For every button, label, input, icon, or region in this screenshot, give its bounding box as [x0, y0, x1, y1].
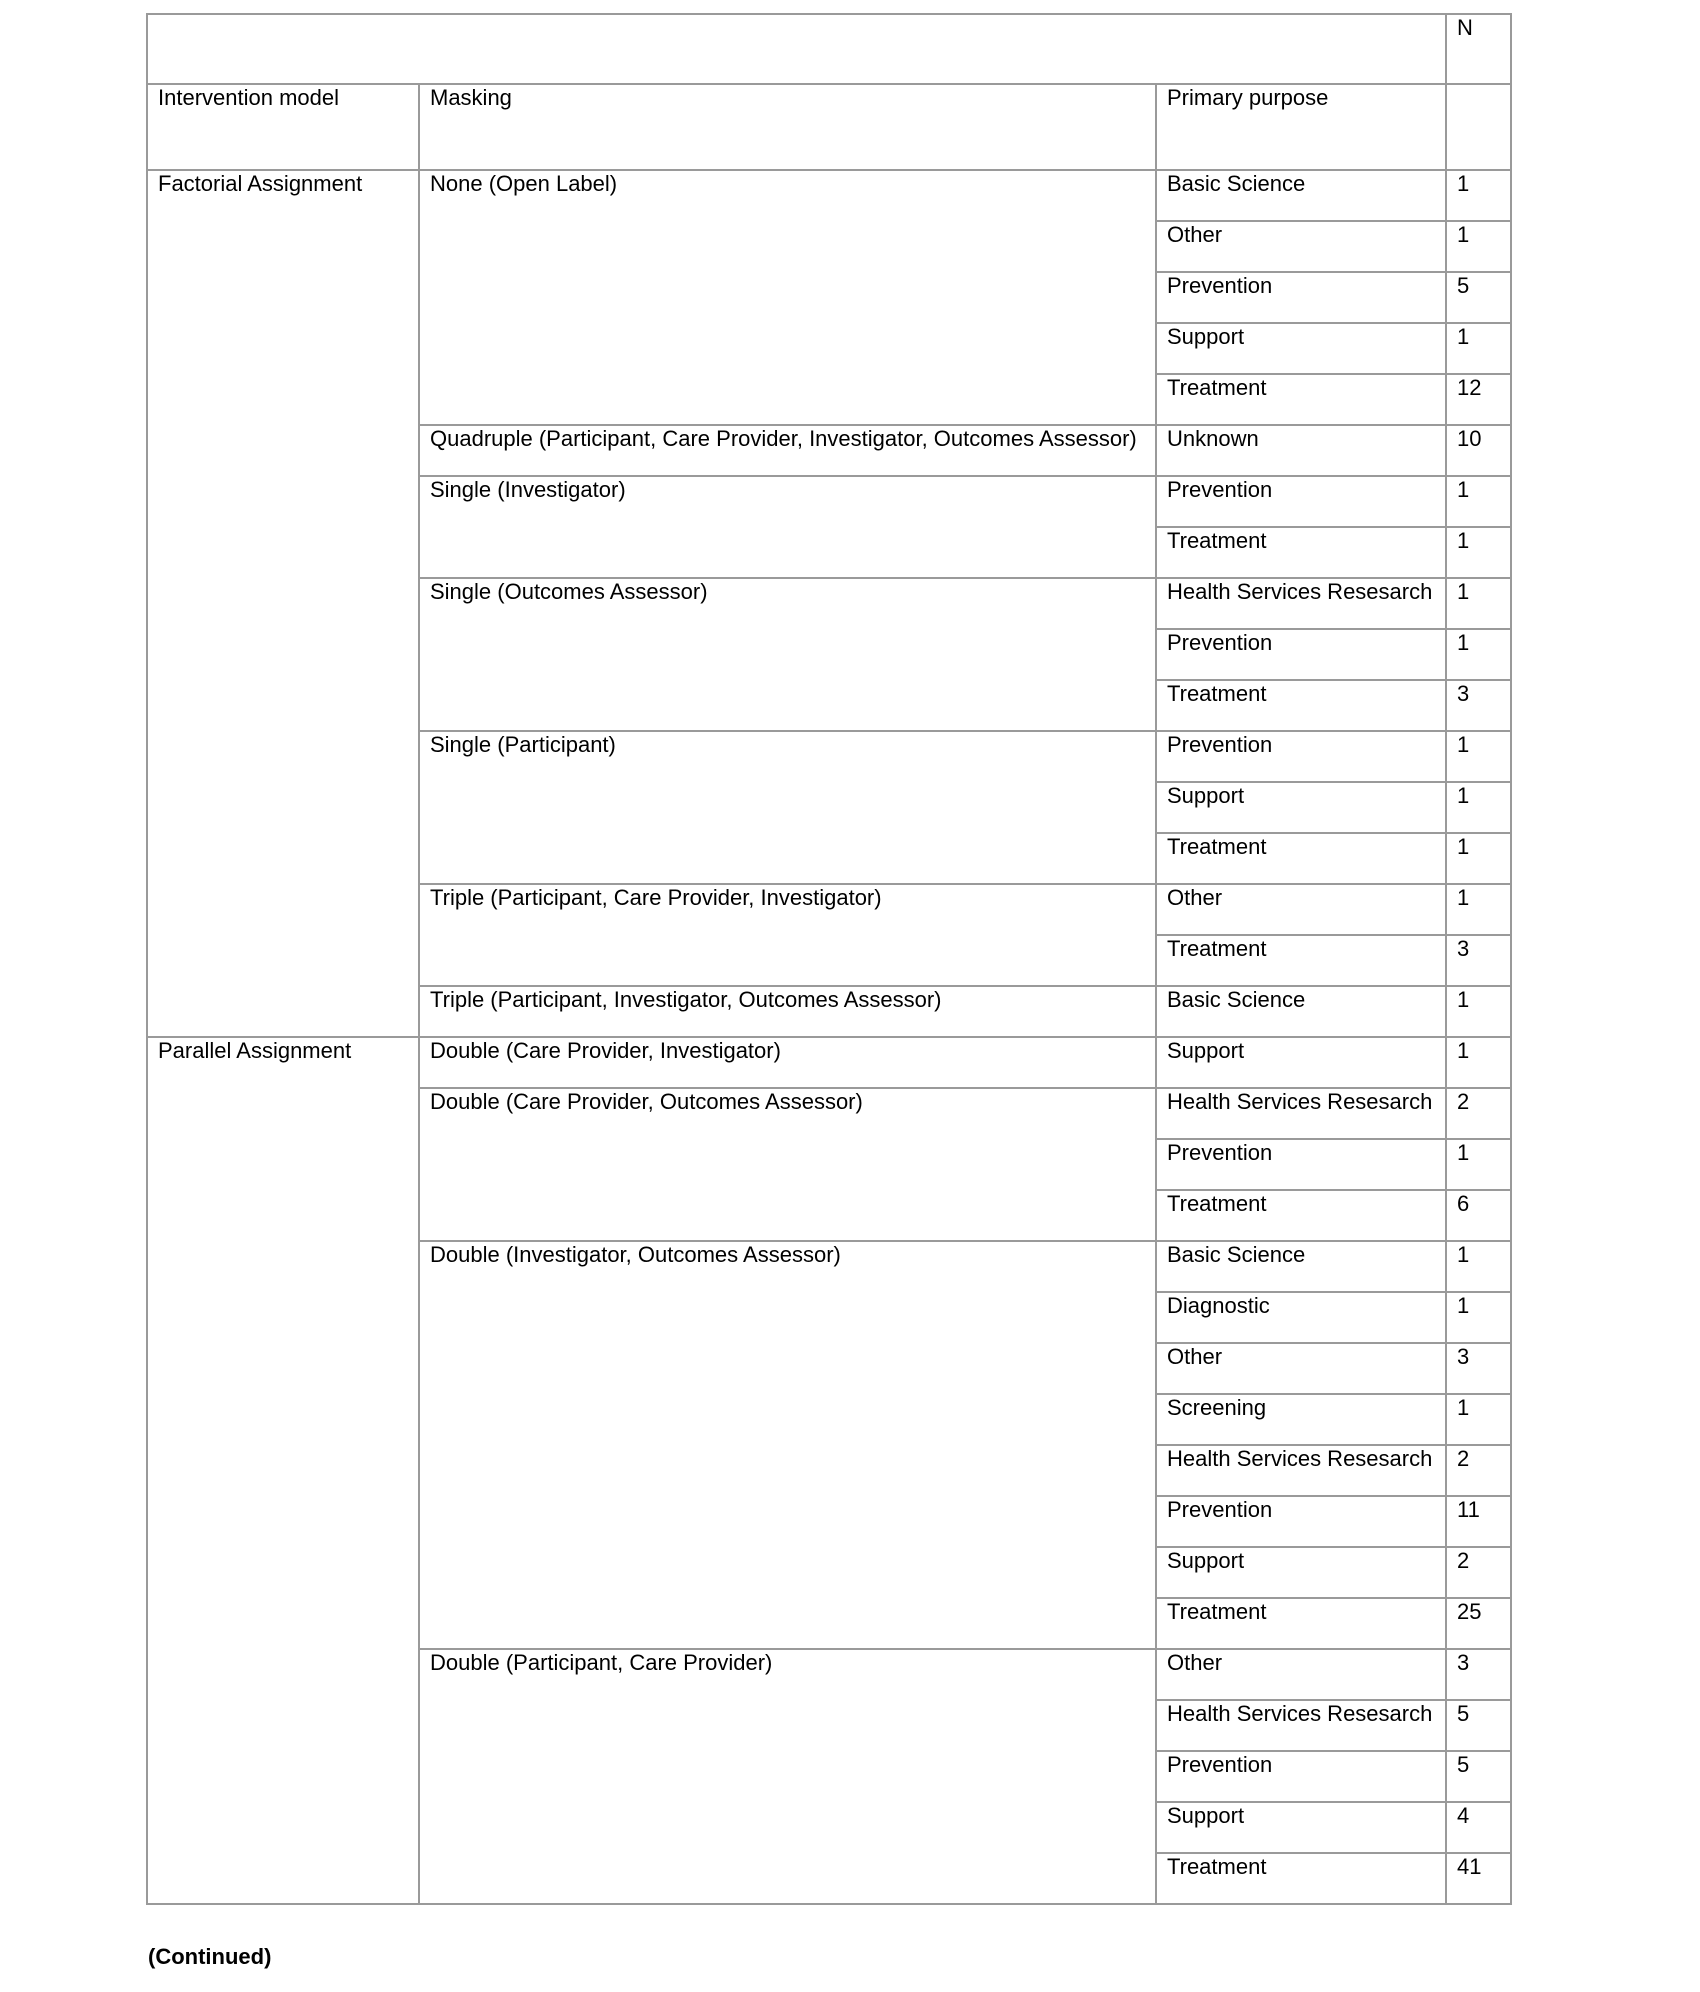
- cell-count: 2: [1446, 1547, 1511, 1598]
- cell-count: 10: [1446, 425, 1511, 476]
- cell-count: 1: [1446, 1394, 1511, 1445]
- cell-count: 1: [1446, 833, 1511, 884]
- cell-count: 3: [1446, 1649, 1511, 1700]
- cell-primary-purpose: Treatment: [1156, 527, 1446, 578]
- cell-primary-purpose: Basic Science: [1156, 986, 1446, 1037]
- cell-masking: Triple (Participant, Investigator, Outcomes Assessor): [419, 986, 1156, 1037]
- cell-primary-purpose: Support: [1156, 323, 1446, 374]
- cell-count: 1: [1446, 170, 1511, 221]
- cell-masking: Quadruple (Participant, Care Provider, Investigator, Outcomes Assessor): [419, 425, 1156, 476]
- cell-masking: None (Open Label): [419, 170, 1156, 425]
- cell-count: 5: [1446, 272, 1511, 323]
- cell-primary-purpose: Health Services Resesarch: [1156, 1088, 1446, 1139]
- table-header: [147, 14, 1511, 170]
- cell-primary-purpose: Treatment: [1156, 1853, 1446, 1904]
- cell-intervention-model: Parallel Assignment: [147, 1037, 419, 1904]
- cell-intervention-model: Factorial Assignment: [147, 170, 419, 1037]
- cell-primary-purpose: Other: [1156, 221, 1446, 272]
- cell-count: 1: [1446, 1037, 1511, 1088]
- cell-primary-purpose: Health Services Resesarch: [1156, 1700, 1446, 1751]
- cell-primary-purpose: Treatment: [1156, 935, 1446, 986]
- cell-primary-purpose: Prevention: [1156, 1139, 1446, 1190]
- cell-primary-purpose: Treatment: [1156, 1190, 1446, 1241]
- table-title: Study design: [147, 14, 1446, 84]
- cell-count: 5: [1446, 1751, 1511, 1802]
- cell-primary-purpose: Prevention: [1156, 1751, 1446, 1802]
- cell-primary-purpose: Support: [1156, 1037, 1446, 1088]
- cell-count: 2: [1446, 1445, 1511, 1496]
- cell-count: 1: [1446, 1292, 1511, 1343]
- column-header-intervention-model: Intervention model: [147, 84, 419, 170]
- cell-primary-purpose: Treatment: [1156, 1598, 1446, 1649]
- column-header-n-spacer: [1446, 84, 1511, 170]
- cell-count: 1: [1446, 782, 1511, 833]
- cell-primary-purpose: Other: [1156, 1343, 1446, 1394]
- cell-masking: Double (Investigator, Outcomes Assessor): [419, 1241, 1156, 1649]
- column-header-masking: Masking: [419, 84, 1156, 170]
- cell-primary-purpose: Basic Science: [1156, 1241, 1446, 1292]
- cell-count: 1: [1446, 476, 1511, 527]
- cell-count: 1: [1446, 221, 1511, 272]
- cell-count: 2: [1446, 1088, 1511, 1139]
- column-header-primary-purpose: Primary purpose: [1156, 84, 1446, 170]
- cell-primary-purpose: Health Services Resesarch: [1156, 578, 1446, 629]
- cell-primary-purpose: Other: [1156, 1649, 1446, 1700]
- cell-primary-purpose: Screening: [1156, 1394, 1446, 1445]
- cell-masking: Double (Care Provider, Investigator): [419, 1037, 1156, 1088]
- study-design-table: [146, 13, 1512, 1905]
- cell-count: 41: [1446, 1853, 1511, 1904]
- cell-masking: Single (Outcomes Assessor): [419, 578, 1156, 731]
- cell-count: 1: [1446, 731, 1511, 782]
- cell-primary-purpose: Diagnostic: [1156, 1292, 1446, 1343]
- cell-primary-purpose: Support: [1156, 782, 1446, 833]
- column-header-row: [147, 84, 1511, 170]
- cell-primary-purpose: Unknown: [1156, 425, 1446, 476]
- cell-count: 1: [1446, 578, 1511, 629]
- cell-count: 1: [1446, 323, 1511, 374]
- cell-count: 3: [1446, 935, 1511, 986]
- cell-masking: Double (Participant, Care Provider): [419, 1649, 1156, 1904]
- cell-masking: Triple (Participant, Care Provider, Investigator): [419, 884, 1156, 986]
- cell-masking: Single (Participant): [419, 731, 1156, 884]
- cell-primary-purpose: Other: [1156, 884, 1446, 935]
- cell-primary-purpose: Prevention: [1156, 731, 1446, 782]
- cell-primary-purpose: Basic Science: [1156, 170, 1446, 221]
- cell-count: 1: [1446, 527, 1511, 578]
- table-body: [147, 170, 1511, 1904]
- cell-primary-purpose: Prevention: [1156, 1496, 1446, 1547]
- cell-count: 6: [1446, 1190, 1511, 1241]
- cell-count: 1: [1446, 884, 1511, 935]
- cell-primary-purpose: Prevention: [1156, 476, 1446, 527]
- cell-masking: Single (Investigator): [419, 476, 1156, 578]
- cell-count: 3: [1446, 680, 1511, 731]
- cell-masking: Double (Care Provider, Outcomes Assessor): [419, 1088, 1156, 1241]
- cell-count: 1: [1446, 629, 1511, 680]
- cell-count: 1: [1446, 1241, 1511, 1292]
- cell-primary-purpose: Support: [1156, 1802, 1446, 1853]
- cell-count: 4: [1446, 1802, 1511, 1853]
- banner-row: [147, 14, 1511, 84]
- cell-count: 1: [1446, 986, 1511, 1037]
- cell-primary-purpose: Support: [1156, 1547, 1446, 1598]
- cell-count: 12: [1446, 374, 1511, 425]
- cell-primary-purpose: Prevention: [1156, 272, 1446, 323]
- cell-primary-purpose: Treatment: [1156, 680, 1446, 731]
- cell-count: 25: [1446, 1598, 1511, 1649]
- cell-count: 1: [1446, 1139, 1511, 1190]
- cell-primary-purpose: Treatment: [1156, 374, 1446, 425]
- cell-primary-purpose: Prevention: [1156, 629, 1446, 680]
- table-row: [147, 170, 1511, 221]
- table-row: [147, 1037, 1511, 1088]
- cell-primary-purpose: Treatment: [1156, 833, 1446, 884]
- cell-count: 3: [1446, 1343, 1511, 1394]
- cell-count: 5: [1446, 1700, 1511, 1751]
- cell-count: 11: [1446, 1496, 1511, 1547]
- cell-primary-purpose: Health Services Resesarch: [1156, 1445, 1446, 1496]
- continued-label: (Continued): [148, 1944, 272, 1969]
- column-header-n: N: [1446, 14, 1511, 84]
